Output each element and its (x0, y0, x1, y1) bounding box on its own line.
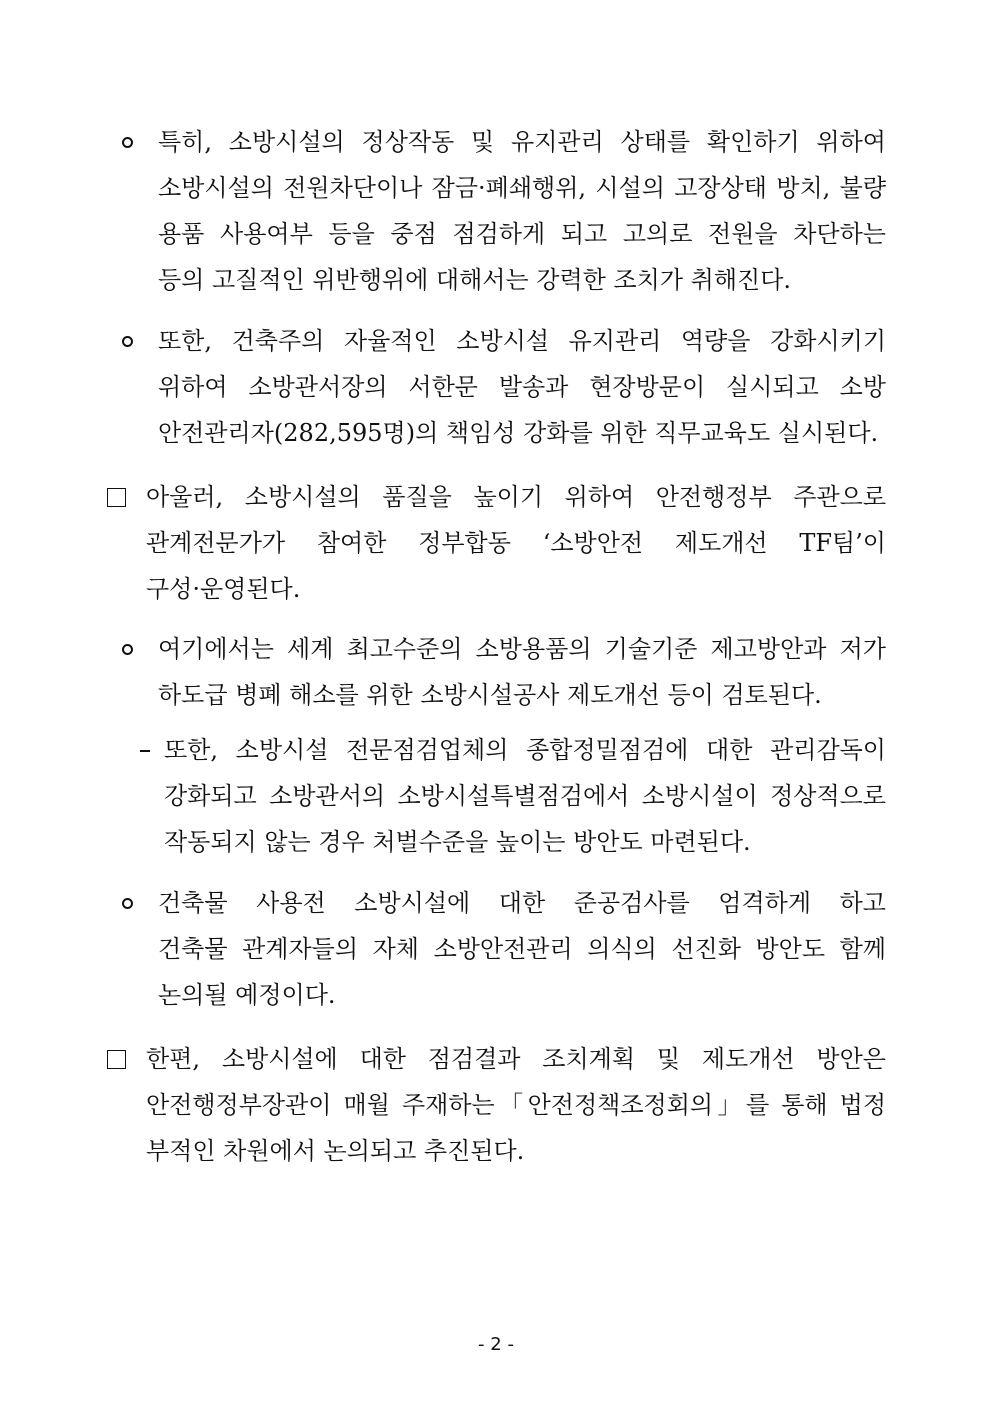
circle-bullet-icon (122, 644, 133, 655)
section-paragraph (0, 474, 992, 612)
text-line: 한편, 소방시설에 대한 점검결과 조치계획 및 제도개선 방안은 (146, 1045, 886, 1073)
text-line: 안전관리자(282,595명)의 책임성 강화를 위한 직무교육도 실시된다. (158, 419, 879, 447)
text-line: 또한, 건축주의 자율적인 소방시설 유지관리 역량을 강화시키기 (158, 327, 886, 355)
text-line: 하도급 병폐 해소를 위한 소방시설공사 제도개선 등이 검토된다. (158, 681, 822, 709)
text-line: 관계전문가가 참여한 정부합동 ‘소방안전 제도개선 TF팀’이 (146, 529, 886, 557)
text-line: 용품 사용여부 등을 중점 점검하게 되고 고의로 전원을 차단하는 (158, 220, 886, 248)
dash-bullet-icon (140, 750, 150, 752)
section-paragraph (0, 1036, 992, 1174)
text-line: 건축물 사용전 소방시설에 대한 준공검사를 엄격하게 하고 (158, 889, 886, 917)
bullet-paragraph (0, 119, 992, 303)
text-line: 작동되지 않는 경우 처벌수준을 높이는 방안도 마련된다. (164, 828, 751, 856)
text-line: 부적인 차원에서 논의되고 추진된다. (146, 1137, 525, 1165)
text-line: 논의될 예정이다. (158, 981, 336, 1009)
text-line: 구성·운영된다. (146, 575, 301, 603)
dash-paragraph (0, 727, 992, 865)
bullet-paragraph (0, 318, 992, 456)
circle-bullet-icon (122, 137, 133, 148)
circle-bullet-icon (122, 336, 133, 347)
text-line: 아울러, 소방시설의 품질을 높이기 위하여 안전행정부 주관으로 (146, 483, 886, 511)
text-line: 건축물 관계자들의 자체 소방안전관리 의식의 선진화 방안도 함께 (158, 935, 886, 963)
page-number: - 2 - (478, 1334, 514, 1355)
bullet-paragraph (0, 880, 992, 1018)
square-bullet-icon (107, 1050, 126, 1069)
text-line: 안전행정부장관이 매월 주재하는「안전정책조정회의」를 통해 법정 (146, 1091, 886, 1119)
text-line: 소방시설의 전원차단이나 잠금·폐쇄행위, 시설의 고장상태 방치, 불량 (158, 174, 886, 202)
square-bullet-icon (107, 488, 126, 507)
bullet-paragraph (0, 626, 992, 718)
text-line: 여기에서는 세계 최고수준의 소방용품의 기술기준 제고방안과 저가 (158, 635, 886, 663)
text-line: 또한, 소방시설 전문점검업체의 종합정밀점검에 대한 관리감독이 (164, 736, 886, 764)
text-line: 강화되고 소방관서의 소방시설특별점검에서 소방시설이 정상적으로 (164, 782, 886, 810)
text-line: 특히, 소방시설의 정상작동 및 유지관리 상태를 확인하기 위하여 (158, 128, 886, 156)
text-line: 등의 고질적인 위반행위에 대해서는 강력한 조치가 취해진다. (158, 266, 792, 294)
circle-bullet-icon (122, 898, 133, 909)
text-line: 위하여 소방관서장의 서한문 발송과 현장방문이 실시되고 소방 (158, 373, 886, 401)
